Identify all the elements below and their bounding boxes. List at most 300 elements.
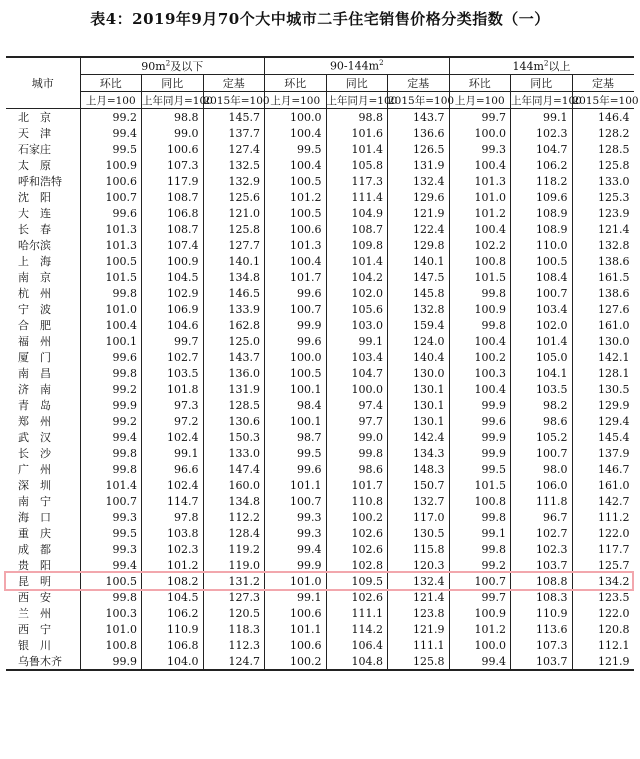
index-value-cell: 100.5: [265, 365, 327, 381]
index-value-cell: 159.4: [388, 317, 450, 333]
index-value-cell: 99.8: [80, 461, 142, 477]
index-value-cell: 127.3: [203, 589, 265, 605]
index-value-cell: 134.8: [203, 269, 265, 285]
index-value-cell: 112.3: [203, 637, 265, 653]
index-value-cell: 99.8: [80, 445, 142, 461]
index-value-cell: 100.9: [142, 253, 204, 269]
index-value-cell: 113.6: [511, 621, 573, 637]
index-value-cell: 102.3: [511, 125, 573, 141]
city-name-cell: 郑 州: [18, 415, 51, 428]
index-value-cell: 99.6: [80, 349, 142, 365]
index-value-cell: 99.3: [265, 525, 327, 541]
index-value-cell: 99.9: [265, 317, 327, 333]
index-value-cell: 101.3: [80, 221, 142, 237]
index-value-cell: 99.8: [326, 445, 388, 461]
city-name-cell: 大 连: [18, 207, 51, 220]
index-value-cell: 105.8: [326, 157, 388, 173]
table-row: [6, 285, 634, 301]
index-value-cell: 102.0: [511, 317, 573, 333]
index-value-cell: 98.6: [511, 413, 573, 429]
index-value-cell: 146.5: [203, 285, 265, 301]
city-name-cell: 乌鲁木齐: [6, 653, 80, 670]
index-value-cell: 132.4: [388, 173, 450, 189]
index-value-cell: 138.6: [572, 285, 634, 301]
city-name-cell: 呼和浩特: [18, 175, 62, 188]
city-name-cell: 广 州: [18, 463, 51, 476]
index-value-cell: 115.8: [388, 541, 450, 557]
base-header-prev-month: 上月=100: [265, 92, 327, 109]
city-name-cell: 南 宁: [18, 495, 51, 508]
index-value-cell: 100.5: [265, 205, 327, 221]
price-index-table-container: [6, 56, 639, 671]
index-value-cell: 100.5: [80, 253, 142, 269]
index-value-cell: 99.8: [449, 509, 511, 525]
index-value-cell: 99.8: [449, 317, 511, 333]
index-value-cell: 103.7: [511, 557, 573, 573]
header-metric-row: [6, 75, 634, 92]
index-value-cell: 132.9: [203, 173, 265, 189]
index-value-cell: 105.2: [511, 429, 573, 445]
index-value-cell: 111.1: [326, 605, 388, 621]
index-value-cell: 100.6: [265, 637, 327, 653]
city-name-cell: 沈 阳: [18, 191, 51, 204]
index-value-cell: 125.8: [572, 157, 634, 173]
index-value-cell: 106.4: [326, 637, 388, 653]
index-value-cell: 100.7: [265, 301, 327, 317]
index-value-cell: 109.5: [326, 573, 388, 589]
index-value-cell: 127.6: [572, 301, 634, 317]
metric-header-base: 定基: [203, 75, 265, 92]
index-value-cell: 130.0: [388, 365, 450, 381]
index-value-cell: 98.6: [326, 461, 388, 477]
index-value-cell: 99.4: [80, 125, 142, 141]
index-value-cell: 104.5: [142, 269, 204, 285]
index-value-cell: 99.2: [449, 557, 511, 573]
index-value-cell: 97.7: [326, 413, 388, 429]
index-value-cell: 101.2: [449, 621, 511, 637]
index-value-cell: 125.3: [572, 189, 634, 205]
index-value-cell: 99.0: [142, 125, 204, 141]
index-value-cell: 120.5: [203, 605, 265, 621]
metric-header-mom: 环比: [449, 75, 511, 92]
index-value-cell: 103.5: [142, 365, 204, 381]
index-value-cell: 101.2: [265, 189, 327, 205]
index-value-cell: 125.8: [388, 653, 450, 670]
index-value-cell: 108.3: [511, 589, 573, 605]
city-name-cell: 合 肥: [18, 319, 51, 332]
index-value-cell: 100.8: [449, 493, 511, 509]
city-name-cell: 宁 波: [18, 303, 51, 316]
index-value-cell: 143.7: [388, 109, 450, 126]
index-value-cell: 108.2: [142, 573, 204, 589]
index-value-cell: 99.9: [449, 445, 511, 461]
index-value-cell: 102.7: [511, 525, 573, 541]
index-value-cell: 108.7: [142, 221, 204, 237]
index-value-cell: 101.3: [265, 237, 327, 253]
index-value-cell: 150.3: [203, 429, 265, 445]
index-value-cell: 99.9: [265, 557, 327, 573]
index-value-cell: 104.0: [142, 653, 204, 670]
index-value-cell: 106.2: [511, 157, 573, 173]
index-value-cell: 99.5: [449, 461, 511, 477]
index-value-cell: 145.8: [388, 285, 450, 301]
index-value-cell: 107.3: [142, 157, 204, 173]
index-value-cell: 104.7: [511, 141, 573, 157]
index-value-cell: 114.7: [142, 493, 204, 509]
index-value-cell: 101.6: [326, 125, 388, 141]
table-row: [6, 605, 634, 621]
index-value-cell: 101.4: [326, 141, 388, 157]
index-value-cell: 100.7: [80, 493, 142, 509]
table-row: [6, 637, 634, 653]
index-value-cell: 99.9: [80, 653, 142, 670]
city-name-cell: 南 昌: [18, 367, 51, 380]
index-value-cell: 148.3: [388, 461, 450, 477]
city-name-cell: 长 沙: [18, 447, 51, 460]
index-value-cell: 100.0: [326, 381, 388, 397]
index-value-cell: 100.6: [80, 173, 142, 189]
index-value-cell: 133.9: [203, 301, 265, 317]
city-name-cell: 南 京: [18, 271, 51, 284]
index-value-cell: 112.1: [572, 637, 634, 653]
table-row: [6, 413, 634, 429]
index-value-cell: 98.2: [511, 397, 573, 413]
index-value-cell: 121.0: [203, 205, 265, 221]
city-name-cell: 青 岛: [18, 399, 51, 412]
index-value-cell: 106.9: [142, 301, 204, 317]
base-header-prev-month: 上月=100: [80, 92, 142, 109]
index-value-cell: 102.3: [511, 541, 573, 557]
index-value-cell: 101.4: [511, 333, 573, 349]
index-value-cell: 121.9: [572, 653, 634, 670]
index-value-cell: 121.4: [388, 589, 450, 605]
index-value-cell: 161.0: [572, 317, 634, 333]
index-value-cell: 100.1: [80, 333, 142, 349]
index-value-cell: 111.1: [388, 637, 450, 653]
index-value-cell: 134.8: [203, 493, 265, 509]
city-name-cell: 济 南: [18, 383, 51, 396]
index-value-cell: 99.7: [142, 333, 204, 349]
table-row: [6, 301, 634, 317]
base-header-2015: 2015年=100: [388, 92, 450, 109]
table-row: [6, 221, 634, 237]
index-value-cell: 100.5: [80, 573, 142, 589]
index-value-cell: 99.1: [142, 445, 204, 461]
index-value-cell: 138.6: [572, 253, 634, 269]
index-value-cell: 119.2: [203, 541, 265, 557]
index-value-cell: 128.4: [203, 525, 265, 541]
index-value-cell: 103.8: [142, 525, 204, 541]
index-value-cell: 99.2: [80, 381, 142, 397]
index-value-cell: 100.4: [265, 157, 327, 173]
index-value-cell: 128.5: [572, 141, 634, 157]
index-value-cell: 100.2: [326, 509, 388, 525]
city-name-cell: 厦 门: [18, 351, 51, 364]
city-name-cell: 深 圳: [18, 479, 51, 492]
index-value-cell: 132.8: [572, 237, 634, 253]
index-value-cell: 99.8: [80, 365, 142, 381]
base-header-prev-month: 上月=100: [449, 92, 511, 109]
index-value-cell: 99.5: [265, 141, 327, 157]
table-row: [6, 269, 634, 285]
index-value-cell: 117.0: [388, 509, 450, 525]
index-value-cell: 101.4: [326, 253, 388, 269]
metric-header-base: 定基: [572, 75, 634, 92]
index-value-cell: 123.9: [572, 205, 634, 221]
index-value-cell: 100.4: [449, 221, 511, 237]
index-value-cell: 162.8: [203, 317, 265, 333]
index-value-cell: 129.6: [388, 189, 450, 205]
city-name-cell: 昆 明: [18, 575, 51, 588]
index-value-cell: 100.9: [449, 301, 511, 317]
index-value-cell: 98.4: [265, 397, 327, 413]
index-value-cell: 101.2: [142, 557, 204, 573]
index-value-cell: 128.5: [203, 397, 265, 413]
index-value-cell: 100.2: [449, 349, 511, 365]
index-value-cell: 142.1: [572, 349, 634, 365]
group-header-large: $144m^2$以上: [449, 57, 634, 75]
index-value-cell: 99.8: [449, 285, 511, 301]
index-value-cell: 104.8: [326, 653, 388, 670]
city-name-cell: 兰 州: [18, 607, 51, 620]
index-value-cell: 117.7: [572, 541, 634, 557]
index-value-cell: 99.5: [80, 141, 142, 157]
index-value-cell: 123.8: [388, 605, 450, 621]
index-value-cell: 100.0: [449, 637, 511, 653]
index-value-cell: 101.5: [449, 477, 511, 493]
index-value-cell: 118.2: [511, 173, 573, 189]
index-value-cell: 146.4: [572, 109, 634, 126]
city-name-cell: 成 都: [18, 543, 51, 556]
city-name-cell: 银 川: [18, 639, 51, 652]
base-header-2015: 2015年=100: [203, 92, 265, 109]
index-value-cell: 127.4: [203, 141, 265, 157]
index-value-cell: 100.0: [265, 349, 327, 365]
price-index-table: [6, 56, 639, 671]
city-name-cell: 北 京: [18, 111, 51, 124]
index-value-cell: 100.5: [265, 173, 327, 189]
index-value-cell: 105.6: [326, 301, 388, 317]
index-value-cell: 100.0: [449, 125, 511, 141]
index-value-cell: 104.2: [326, 269, 388, 285]
index-value-cell: 99.7: [449, 589, 511, 605]
index-value-cell: 99.8: [449, 541, 511, 557]
index-value-cell: 97.3: [142, 397, 204, 413]
index-value-cell: 161.5: [572, 269, 634, 285]
table-row: [6, 141, 634, 157]
index-value-cell: 100.4: [449, 157, 511, 173]
city-name-cell: 上 海: [18, 255, 51, 268]
index-value-cell: 97.4: [326, 397, 388, 413]
index-value-cell: 106.0: [511, 477, 573, 493]
metric-header-yoy: 同比: [511, 75, 573, 92]
index-value-cell: 145.7: [203, 109, 265, 126]
index-value-cell: 101.3: [449, 173, 511, 189]
index-value-cell: 131.9: [203, 381, 265, 397]
index-value-cell: 104.7: [326, 365, 388, 381]
index-value-cell: 110.9: [511, 605, 573, 621]
index-value-cell: 132.8: [388, 301, 450, 317]
index-value-cell: 98.8: [326, 109, 388, 126]
index-value-cell: 99.1: [449, 525, 511, 541]
index-value-cell: 147.5: [388, 269, 450, 285]
index-value-cell: 130.0: [572, 333, 634, 349]
index-value-cell: 99.3: [80, 541, 142, 557]
index-value-cell: 117.9: [142, 173, 204, 189]
table-row: [6, 189, 634, 205]
index-value-cell: 99.3: [449, 141, 511, 157]
index-value-cell: 120.3: [388, 557, 450, 573]
index-value-cell: 97.2: [142, 413, 204, 429]
index-value-cell: 108.8: [511, 573, 573, 589]
table-row: [6, 109, 634, 126]
index-value-cell: 111.4: [326, 189, 388, 205]
index-value-cell: 99.3: [265, 509, 327, 525]
index-value-cell: 100.6: [265, 605, 327, 621]
index-value-cell: 100.4: [80, 317, 142, 333]
index-value-cell: 100.7: [80, 189, 142, 205]
base-header-2015: 2015年=100: [572, 92, 634, 109]
index-value-cell: 101.1: [265, 477, 327, 493]
base-header-prev-year: 上年同月=100: [142, 92, 204, 109]
index-value-cell: 104.5: [142, 589, 204, 605]
index-value-cell: 142.7: [572, 493, 634, 509]
index-value-cell: 103.0: [326, 317, 388, 333]
index-value-cell: 99.2: [80, 413, 142, 429]
index-value-cell: 108.9: [511, 205, 573, 221]
index-value-cell: 106.8: [142, 205, 204, 221]
index-value-cell: 101.4: [80, 477, 142, 493]
table-row: [6, 589, 634, 605]
index-value-cell: 99.4: [80, 429, 142, 445]
index-value-cell: 100.3: [449, 365, 511, 381]
base-header-prev-year: 上年同月=100: [326, 92, 388, 109]
index-value-cell: 129.8: [388, 237, 450, 253]
index-value-cell: 100.7: [449, 573, 511, 589]
table-row: [6, 317, 634, 333]
index-value-cell: 129.9: [572, 397, 634, 413]
index-value-cell: 120.8: [572, 621, 634, 637]
index-value-cell: 109.6: [511, 189, 573, 205]
index-value-cell: 101.5: [80, 269, 142, 285]
index-value-cell: 112.2: [203, 509, 265, 525]
table-row: [6, 653, 634, 670]
city-name-cell: 太 原: [18, 159, 51, 172]
table-row: [6, 237, 634, 253]
index-value-cell: 101.0: [80, 621, 142, 637]
index-value-cell: 99.6: [265, 461, 327, 477]
index-value-cell: 99.9: [80, 397, 142, 413]
index-value-cell: 101.5: [449, 269, 511, 285]
index-value-cell: 130.5: [572, 381, 634, 397]
city-name-cell: 福 州: [18, 335, 51, 348]
index-value-cell: 160.0: [203, 477, 265, 493]
index-value-cell: 121.4: [572, 221, 634, 237]
index-value-cell: 101.8: [142, 381, 204, 397]
index-value-cell: 132.7: [388, 493, 450, 509]
index-value-cell: 98.7: [265, 429, 327, 445]
index-value-cell: 99.6: [265, 333, 327, 349]
index-value-cell: 110.8: [326, 493, 388, 509]
table-row: [6, 381, 634, 397]
index-value-cell: 146.7: [572, 461, 634, 477]
index-value-cell: 124.7: [203, 653, 265, 670]
index-value-cell: 133.0: [203, 445, 265, 461]
index-value-cell: 103.5: [511, 381, 573, 397]
index-value-cell: 140.1: [388, 253, 450, 269]
index-value-cell: 140.1: [203, 253, 265, 269]
index-value-cell: 106.8: [142, 637, 204, 653]
index-value-cell: 100.4: [265, 253, 327, 269]
index-value-cell: 132.5: [203, 157, 265, 173]
table-row: [6, 157, 634, 173]
index-value-cell: 131.2: [203, 573, 265, 589]
index-value-cell: 108.9: [511, 221, 573, 237]
city-column-header: 城市: [6, 57, 80, 109]
index-value-cell: 99.4: [449, 653, 511, 670]
city-name-cell: 西 安: [18, 591, 51, 604]
index-value-cell: 99.1: [511, 109, 573, 126]
index-value-cell: 101.7: [265, 269, 327, 285]
index-value-cell: 142.4: [388, 429, 450, 445]
table-row: [6, 621, 634, 637]
index-value-cell: 102.9: [142, 285, 204, 301]
index-value-cell: 101.0: [449, 189, 511, 205]
index-value-cell: 99.8: [80, 285, 142, 301]
metric-header-mom: 环比: [265, 75, 327, 92]
index-value-cell: 108.4: [511, 269, 573, 285]
city-name-cell: 哈尔滨: [18, 239, 51, 252]
table-row: [6, 333, 634, 349]
index-value-cell: 121.9: [388, 205, 450, 221]
index-value-cell: 99.1: [326, 333, 388, 349]
index-value-cell: 100.1: [265, 413, 327, 429]
index-value-cell: 99.9: [449, 397, 511, 413]
group-header-medium: $90-144m^2$: [265, 57, 450, 75]
index-value-cell: 102.3: [142, 541, 204, 557]
index-value-cell: 137.7: [203, 125, 265, 141]
index-value-cell: 100.7: [511, 285, 573, 301]
table-body: [6, 109, 634, 671]
index-value-cell: 101.7: [326, 477, 388, 493]
city-name-cell: 石家庄: [18, 143, 51, 156]
index-value-cell: 127.7: [203, 237, 265, 253]
index-value-cell: 99.8: [80, 589, 142, 605]
index-value-cell: 99.5: [265, 445, 327, 461]
index-value-cell: 117.3: [326, 173, 388, 189]
index-value-cell: 107.3: [511, 637, 573, 653]
index-value-cell: 145.4: [572, 429, 634, 445]
index-value-cell: 128.2: [572, 125, 634, 141]
index-value-cell: 123.5: [572, 589, 634, 605]
index-value-cell: 100.3: [80, 605, 142, 621]
index-value-cell: 100.5: [511, 253, 573, 269]
index-value-cell: 130.5: [388, 525, 450, 541]
index-value-cell: 102.4: [142, 429, 204, 445]
index-value-cell: 137.9: [572, 445, 634, 461]
index-value-cell: 124.0: [388, 333, 450, 349]
header-group-row: [6, 57, 634, 75]
index-value-cell: 99.4: [80, 557, 142, 573]
index-value-cell: 121.9: [388, 621, 450, 637]
index-value-cell: 100.6: [142, 141, 204, 157]
index-value-cell: 101.3: [80, 237, 142, 253]
index-value-cell: 136.0: [203, 365, 265, 381]
city-name-cell: 长 春: [18, 223, 51, 236]
table-row: [6, 525, 634, 541]
index-value-cell: 106.2: [142, 605, 204, 621]
index-value-cell: 130.1: [388, 381, 450, 397]
